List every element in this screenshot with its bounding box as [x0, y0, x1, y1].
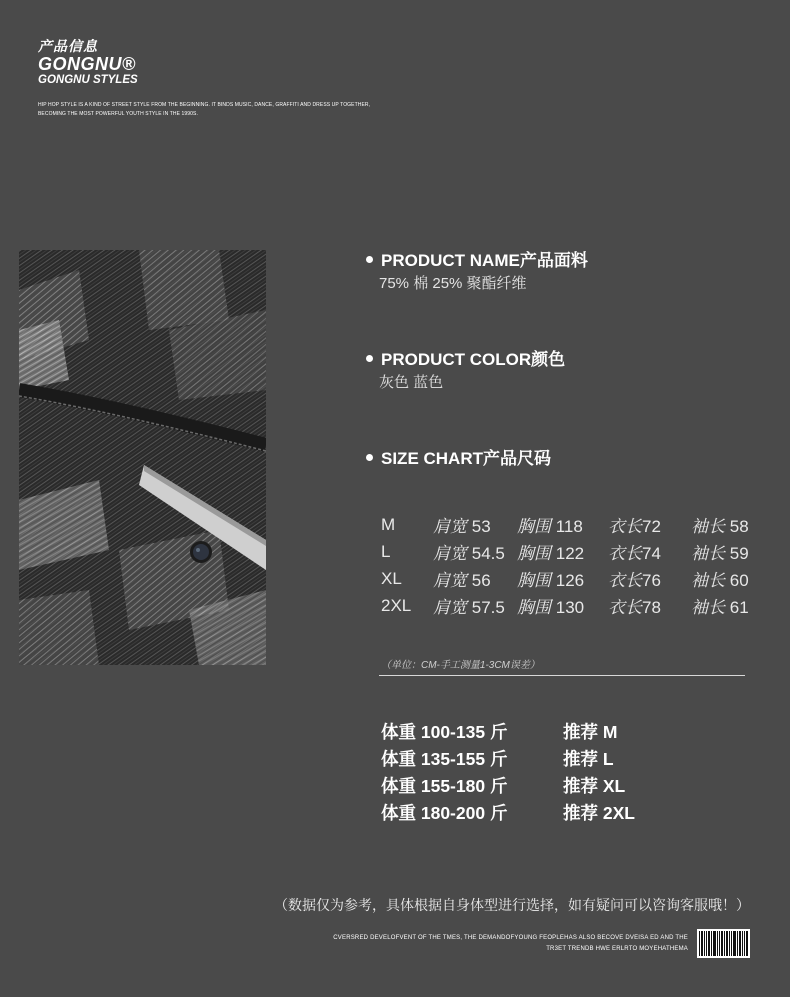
brand-tagline [38, 101, 418, 119]
product-name-title-text: PRODUCT NAME产品面料 [381, 251, 588, 270]
size-label: XL [381, 568, 402, 588]
bullet-dot-icon [366, 355, 373, 362]
shoulder-label: 肩宽 [433, 517, 467, 536]
length-value: 74 [642, 544, 661, 563]
brand-subtitle: GONGNU STYLES [38, 74, 138, 86]
table-row [381, 538, 749, 565]
chest-label: 胸围 [517, 544, 551, 563]
chest-label: 胸围 [517, 571, 551, 590]
shoulder-label: 肩宽 [433, 598, 467, 617]
length-label: 衣长 [608, 544, 642, 563]
sleeve-label: 袖长 [691, 517, 725, 536]
table-row [381, 718, 635, 745]
size-label: L [381, 541, 391, 561]
shoulder-label: 肩宽 [433, 544, 467, 563]
chest-value: 126 [555, 571, 585, 590]
length-label: 衣长 [608, 598, 642, 617]
product-name-title [366, 246, 588, 271]
shoulder-value: 57.5 [471, 598, 505, 617]
size-chart-table [381, 511, 749, 619]
recommended-size: 推荐 M [563, 722, 618, 742]
chest-label: 胸围 [517, 598, 551, 617]
shoulder-value: 56 [471, 571, 491, 590]
footer-small-text [268, 933, 688, 955]
recommended-size: 推荐 XL [563, 776, 626, 796]
reference-note: （数据仅为参考，具体根据自身体型进行选择，如有疑问可以咨询客服哦！） [274, 897, 750, 913]
sleeve-value: 60 [729, 571, 749, 590]
table-row [381, 565, 749, 592]
footer-line-2: TR3ET TRENDB HWE ERLRTO MOYEHATHEMA [546, 946, 688, 952]
product-color-title [366, 345, 565, 370]
sleeve-label: 袖长 [691, 544, 725, 563]
length-value: 78 [642, 598, 661, 617]
header-cn-title: 产品信息 [38, 38, 98, 54]
bullet-dot-icon [366, 454, 373, 461]
shoulder-label: 肩宽 [433, 571, 467, 590]
length-label: 衣长 [608, 571, 642, 590]
table-row [381, 799, 635, 826]
sleeve-value: 61 [729, 598, 749, 617]
unit-note: （单位：CM-手工测量1-3CM误差） [381, 660, 540, 671]
divider [379, 675, 745, 676]
fabric-photo [19, 250, 266, 665]
weight-range: 体重 100-135 斤 [381, 722, 508, 742]
bullet-dot-icon [366, 256, 373, 263]
recommended-size: 推荐 L [563, 749, 614, 769]
length-label: 衣长 [608, 517, 642, 536]
chest-value: 118 [555, 517, 583, 536]
table-row [381, 511, 749, 538]
sleeve-label: 袖长 [691, 598, 725, 617]
recommended-size: 推荐 2XL [563, 803, 635, 823]
weight-range: 体重 180-200 斤 [381, 803, 508, 823]
sleeve-label: 袖长 [691, 571, 725, 590]
brand-logo-text: GONGNU® [38, 54, 136, 74]
chest-label: 胸围 [517, 517, 551, 536]
product-color-value: 灰色 蓝色 [379, 374, 444, 391]
chest-value: 130 [555, 598, 585, 617]
weight-range: 体重 155-180 斤 [381, 776, 508, 796]
weight-range: 体重 135-155 斤 [381, 749, 508, 769]
barcode-icon [697, 929, 750, 958]
size-label: M [381, 514, 396, 534]
shoulder-value: 53 [471, 517, 491, 536]
sleeve-value: 59 [729, 544, 749, 563]
length-value: 76 [642, 571, 661, 590]
sleeve-value: 58 [729, 517, 749, 536]
product-name-value: 75% 棉 25% 聚酯纤维 [379, 275, 527, 292]
table-row [381, 592, 749, 619]
size-chart-title [366, 444, 551, 469]
table-row [381, 772, 635, 799]
size-label: 2XL [381, 595, 412, 615]
product-color-title-text: PRODUCT COLOR颜色 [381, 350, 566, 369]
shoulder-value: 54.5 [471, 544, 505, 563]
footer-line-1: CVERSRED DEVELOFVENT OF THE TMES, THE DEMANDOFYOUNG FEOPLEHAS ALSO BECOVE DVEISA ED AND THE [333, 935, 688, 941]
length-value: 72 [642, 517, 661, 536]
size-recommendation-table [381, 718, 635, 826]
chest-value: 122 [555, 544, 585, 563]
tagline-line-2: BECOMING THE MOST POWERFUL YOUTH STYLE IN THE 1990S. [38, 111, 198, 117]
tagline-line-1: HIP HOP STYLE IS A KIND OF STREET STYLE FROM THE BEGINNING. IT BINDS MUSIC, DANCE, GRAFFITI AND DRESS UP TOGETHER, [38, 102, 371, 108]
table-row [381, 745, 635, 772]
size-chart-title-text: SIZE CHART产品尺码 [381, 449, 551, 468]
